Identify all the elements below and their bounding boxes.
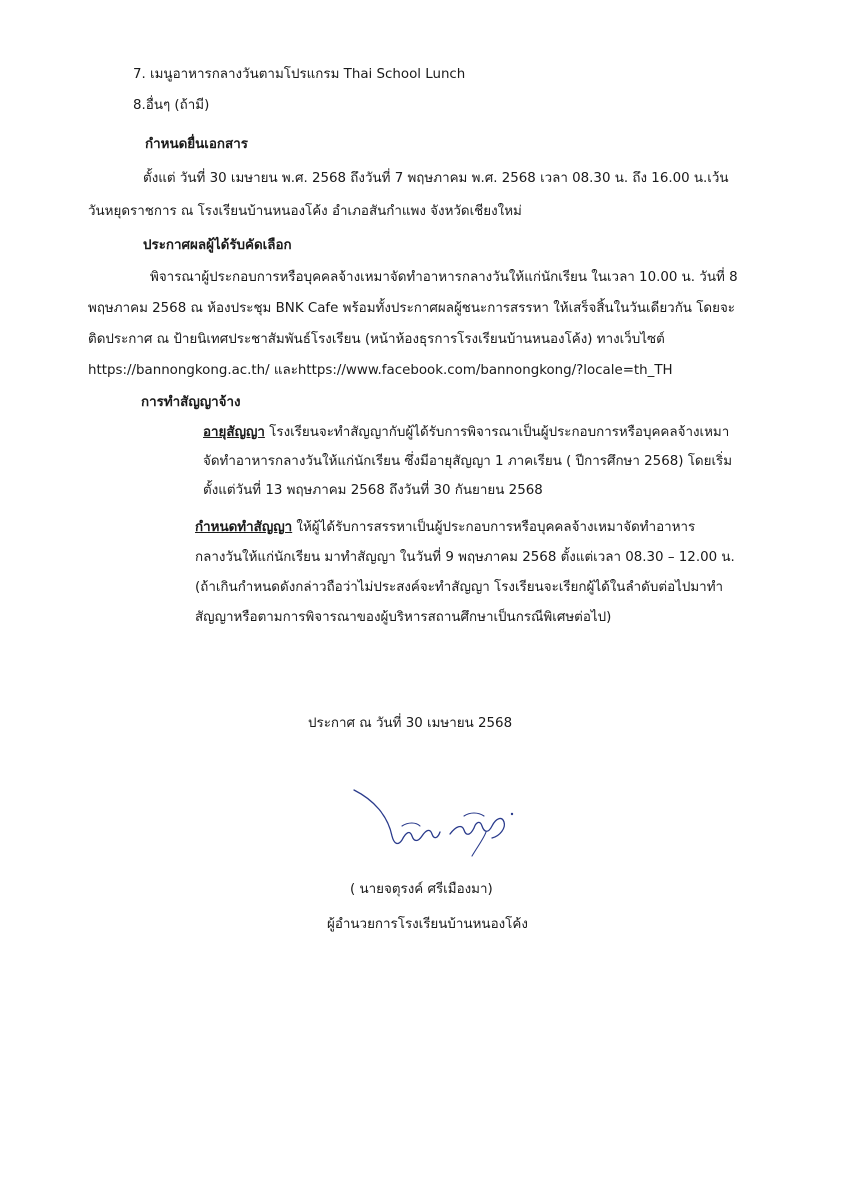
age-line-2: จัดทำอาหารกลางวันให้แก่นักเรียน ซึ่งมีอายุสัญญา 1 ภาคเรียน ( ปีการศึกษา 2568) โดยเริ่ม (203, 454, 733, 469)
age-line-3: ตั้งแต่วันที่ 13 พฤษภาคม 2568 ถึงวันที่ 30 กันยายน 2568 (203, 483, 543, 498)
result-line-4: https://bannongkong.ac.th/ และhttps://www.facebook.com/bannongkong/?locale=th_TH (88, 363, 673, 378)
item-7: 7. เมนูอาหารกลางวันตามโปรแกรม Thai School Lunch (133, 67, 466, 82)
schedule-label: กำหนดทำสัญญา (195, 520, 293, 535)
schedule-line-2: กลางวันให้แก่นักเรียน มาทำสัญญา ในวันที่ 9 พฤษภาคม 2568 ตั้งแต่เวลา 08.30 – 12.00 น. (195, 550, 735, 565)
announce-date: ประกาศ ณ วันที่ 30 เมษายน 2568 (308, 716, 513, 731)
heading-result: ประกาศผลผู้ได้รับคัดเลือก (143, 238, 292, 253)
schedule-line-4: สัญญาหรือตามการพิจารณาของผู้บริหารสถานศึกษาเป็นกรณีพิเศษต่อไป) (195, 610, 612, 625)
heading-contract: การทำสัญญาจ้าง (141, 395, 241, 410)
signer-title: ผู้อำนวยการโรงเรียนบ้านหนองโค้ง (327, 917, 528, 932)
item-8: 8.อื่นๆ (ถ้ามี) (133, 98, 210, 113)
schedule-line-1 (195, 518, 695, 538)
schedule-line-3: (ถ้าเกินกำหนดดังกล่าวถือว่าไม่ประสงค์จะทำสัญญา โรงเรียนจะเรียกผู้ได้ในลำดับต่อไปมาทำ (195, 580, 724, 595)
result-line-3: ติดประกาศ ณ ป้ายนิเทศประชาสัมพันธ์โรงเรียน (หน้าห้องธุรการโรงเรียนบ้านหนองโค้ง) ทางเว็บไซต์ (88, 332, 665, 347)
handwritten-signature-icon (346, 786, 526, 866)
signer-name: ( นายจตุรงค์ ศรีเมืองมา) (350, 882, 493, 897)
heading-deadline: กำหนดยื่นเอกสาร (145, 137, 248, 152)
schedule-text: ให้ผู้ได้รับการสรรหาเป็นผู้ประกอบการหรือบุคคลจ้างเหมาจัดทำอาหาร (292, 520, 696, 535)
deadline-line-1: ตั้งแต่ วันที่ 30 เมษายน พ.ศ. 2568 ถึงวันที่ 7 พฤษภาคม พ.ศ. 2568 เวลา 08.30 น. ถึง 16.00 น.เว้น (143, 171, 729, 186)
age-label: อายุสัญญา (203, 425, 265, 440)
result-line-1: พิจารณาผู้ประกอบการหรือบุคคลจ้างเหมาจัดทำอาหารกลางวันให้แก่นักเรียน ในเวลา 10.00 น. วันที่ 8 (150, 270, 738, 285)
age-line-1 (203, 423, 729, 443)
age-text: โรงเรียนจะทำสัญญากับผู้ได้รับการพิจารณาเป็นผู้ประกอบการหรือบุคคลจ้างเหมา (264, 425, 730, 440)
deadline-line-2: วันหยุดราชการ ณ โรงเรียนบ้านหนองโค้ง อำเภอสันกำแพง จังหวัดเชียงใหม่ (88, 204, 522, 219)
result-line-2: พฤษภาคม 2568 ณ ห้องประชุม BNK Cafe พร้อมทั้งประกาศผลผู้ชนะการสรรหา ให้เสร็จสิ้นในวันเดียวกัน โดยจะ (88, 301, 735, 316)
